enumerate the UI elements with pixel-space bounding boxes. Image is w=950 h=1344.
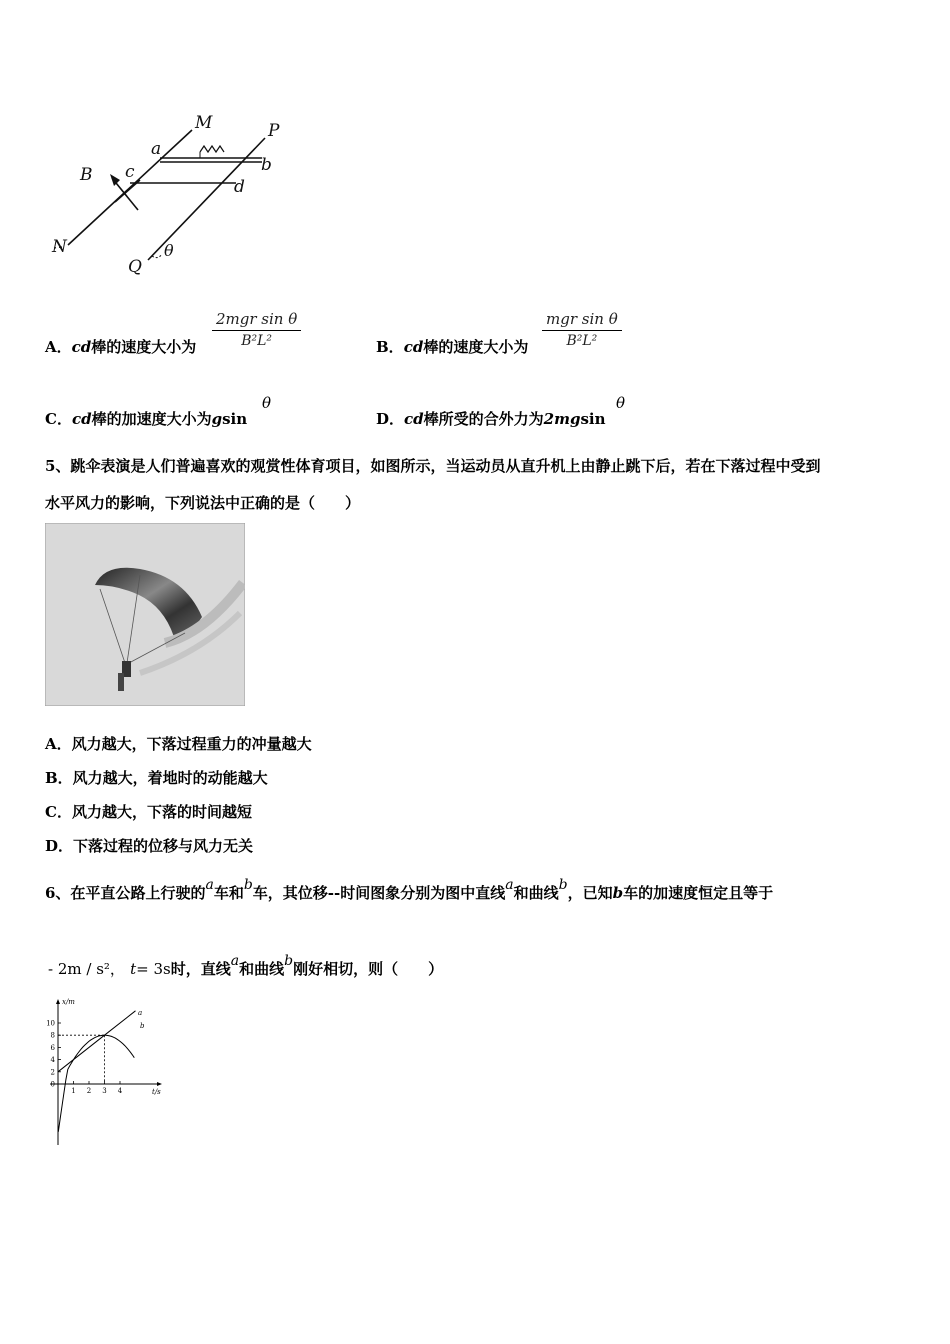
q5-option-c[interactable]: C．风力越大，下落的时间越短 — [45, 803, 252, 821]
label-d: d — [234, 177, 245, 197]
q5-option-b[interactable]: B．风力越大，着地时的动能越大 — [45, 769, 268, 787]
label-M: M — [195, 113, 213, 133]
y-tick-label-8: 8 — [50, 1031, 55, 1040]
position-time-chart — [40, 995, 180, 1155]
series-a-label: a — [138, 1009, 143, 1017]
y-tick-label-10: 10 — [46, 1019, 55, 1028]
q4-option-c-theta: θ — [262, 394, 272, 412]
q5-option-d[interactable]: D．下落过程的位移与风力无关 — [45, 837, 254, 855]
q4-option-b-fraction: mgr sin θ B²L² — [542, 310, 622, 349]
label-Q: Q — [128, 257, 142, 277]
q4-option-a-fraction: 2mgr sin θ B²L² — [212, 310, 301, 349]
x-tick-label-3: 3 — [102, 1087, 107, 1095]
series-a-line — [58, 1011, 136, 1072]
q4-option-d-theta: θ — [616, 394, 626, 412]
x-tick-label-2: 2 — [86, 1087, 92, 1095]
q5-stem-line1: 5、跳伞表演是人们普遍喜欢的观赏性体育项目，如图所示，当运动员从直升机上由静止跳下后，若在下落过程中受到 — [45, 457, 821, 475]
q4-option-b[interactable]: B．cd棒的速度大小为 — [376, 338, 529, 356]
label-c: c — [125, 162, 135, 182]
rails-diagram — [40, 110, 300, 280]
y-tick-label-4: 4 — [50, 1056, 55, 1065]
label-B: B — [80, 165, 93, 185]
q4-option-d[interactable]: D．cd棒所受的合外力为2mgsin — [376, 410, 606, 428]
parachute-photo — [45, 523, 245, 706]
label-a: a — [151, 139, 162, 159]
q5-option-a[interactable]: A．风力越大，下落过程重力的冲量越大 — [45, 735, 312, 753]
q4-option-a[interactable]: A．cd棒的速度大小为 — [45, 338, 197, 356]
q5-stem-line2: 水平风力的影响，下列说法中正确的是（ ） — [45, 494, 361, 512]
q4-option-c[interactable]: C．cd棒的加速度大小为gsin — [45, 410, 248, 428]
y-tick-label-2: 2 — [50, 1068, 55, 1077]
x-tick-label-4: 4 — [117, 1087, 123, 1095]
y-axis-label: x/m — [62, 998, 75, 1006]
y-tick-label-6: 6 — [50, 1043, 55, 1052]
series-b-label: b — [140, 1022, 145, 1030]
x-tick-label-1: 1 — [71, 1087, 76, 1095]
label-b: b — [261, 155, 272, 175]
q6-stem-line2: - 2m / s²， t= 3s时，直线a和曲线b刚好相切，则（ ） — [48, 953, 444, 978]
label-theta: θ — [164, 241, 174, 260]
q6-stem-line1: 6、在平直公路上行驶的a车和b车，其位移--时间图象分别为图中直线a和曲线b，已知b车的加速度恒定且等于 — [45, 877, 774, 902]
y-tick-label-0: 0 — [50, 1080, 55, 1089]
x-axis-label: t/s — [152, 1088, 161, 1096]
label-P: P — [268, 121, 280, 141]
b-field-arrowhead — [110, 174, 120, 186]
x-axis-arrow — [157, 1082, 162, 1086]
y-axis-arrow — [56, 999, 60, 1004]
label-N: N — [52, 237, 67, 257]
